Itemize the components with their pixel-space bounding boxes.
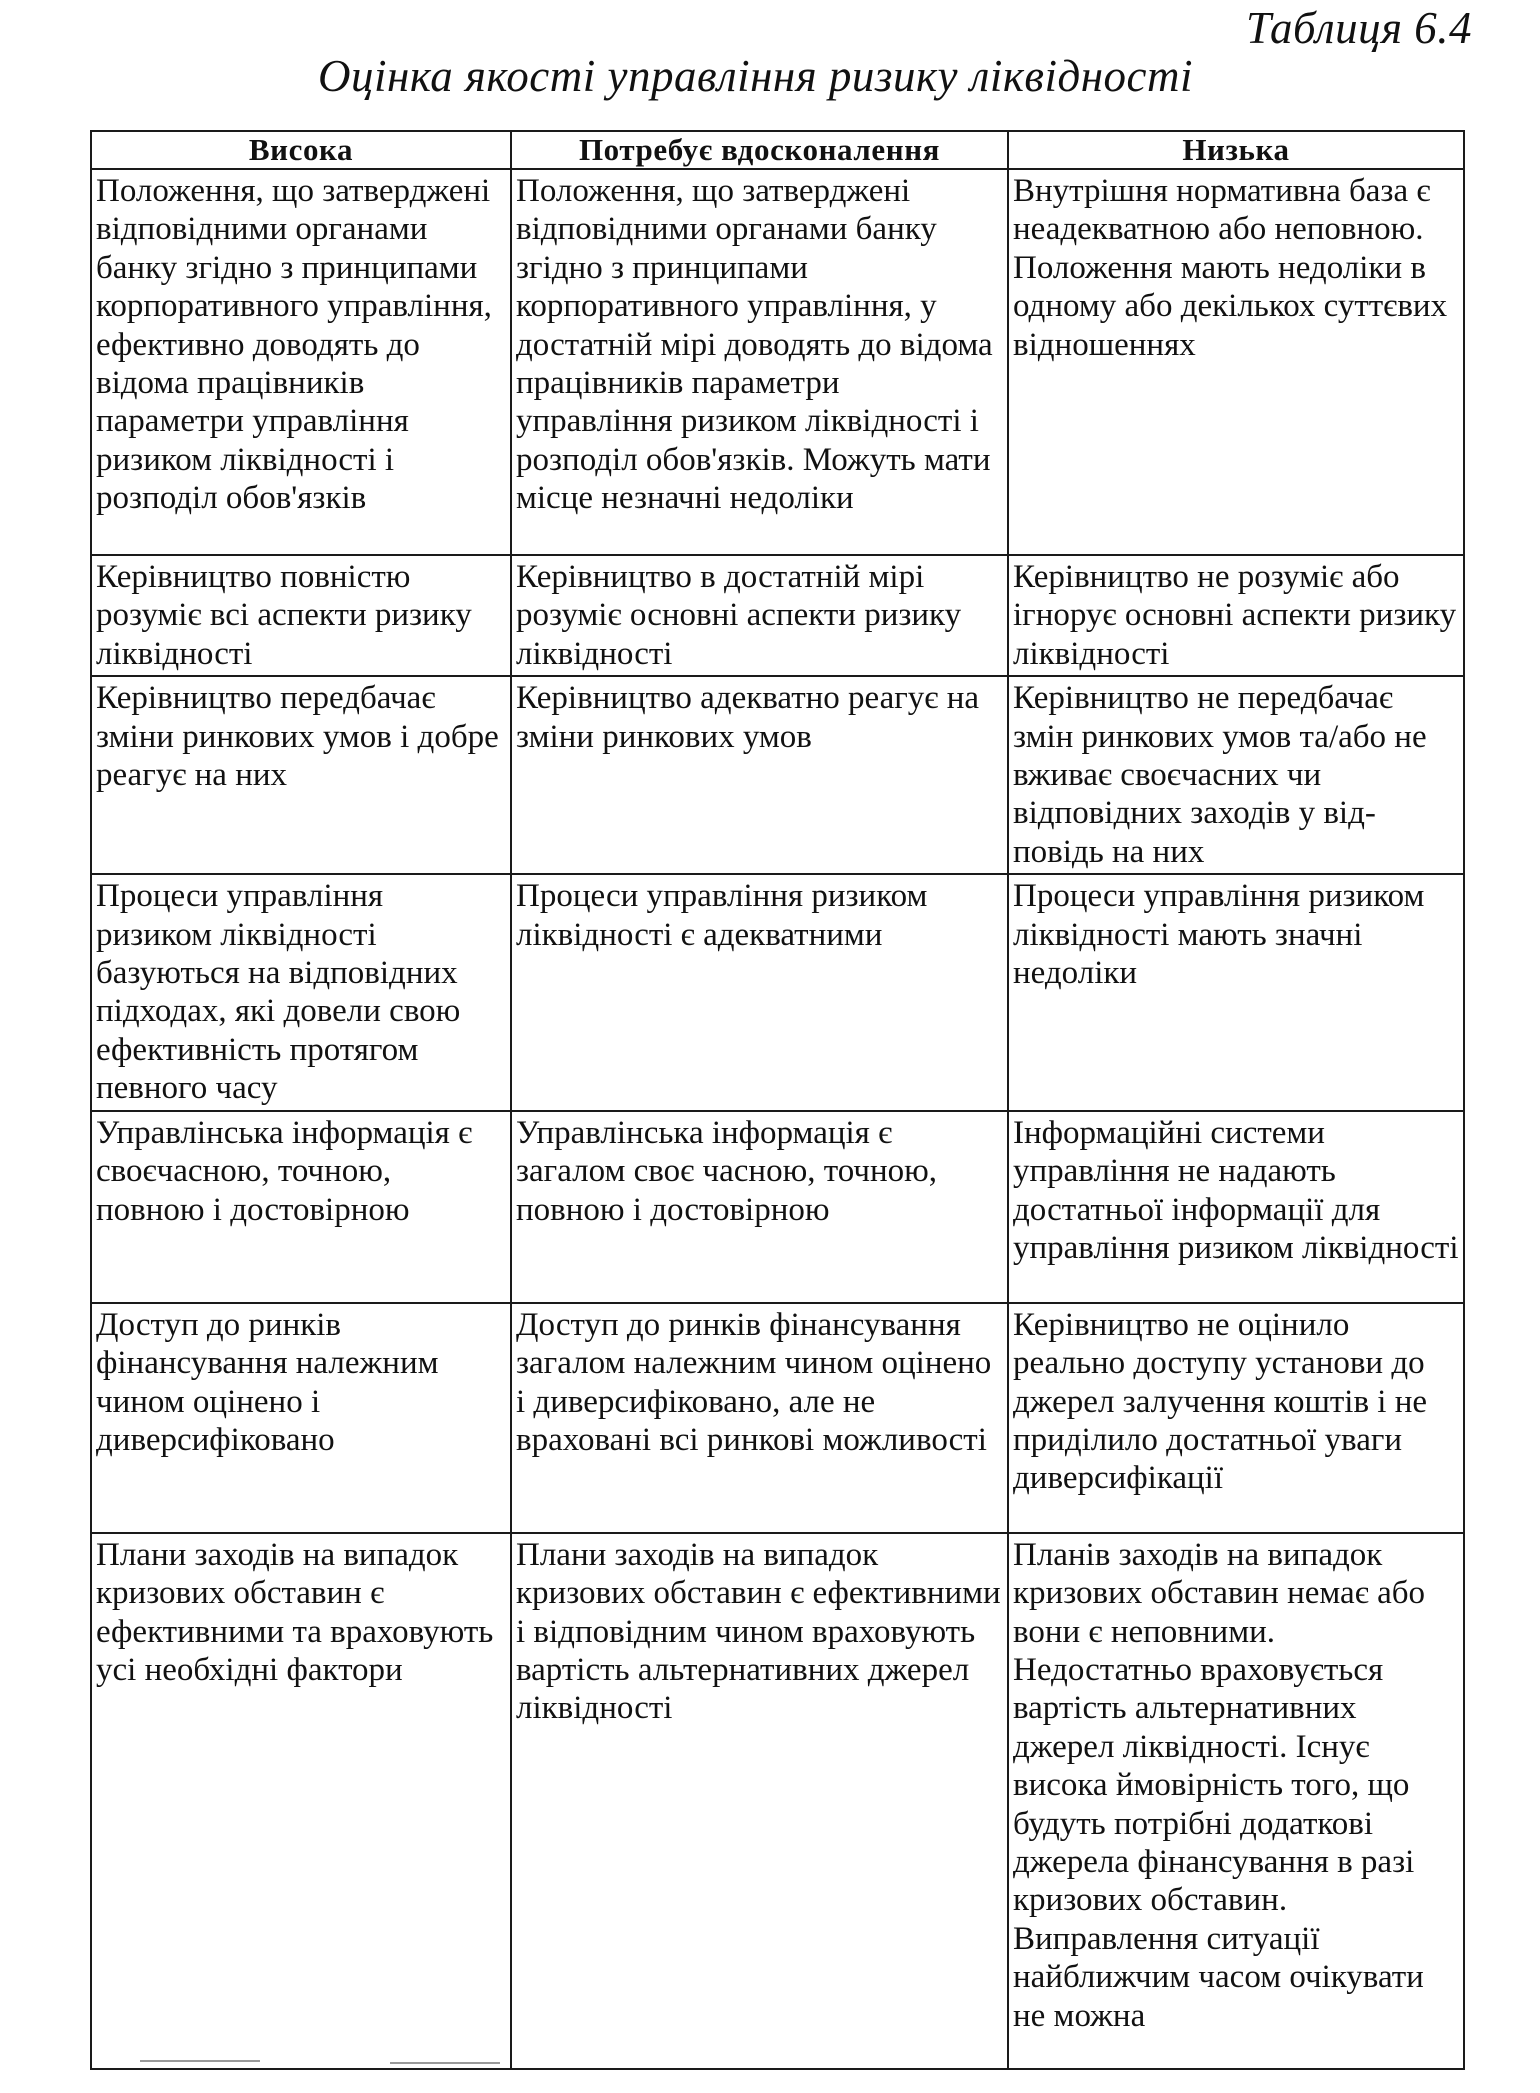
- cell-high: Положення, що затверджені відповідними органами банку згідно з принципами корпоративного управління, ефективно доводять до відома працівників параметри управління ризиком ліквідності і розподіл обов'язків: [91, 169, 511, 555]
- cell-needs-improvement: Керівництво в достатній мірі розуміє основні аспекти ризику ліквідності: [511, 555, 1008, 676]
- liquidity-risk-assessment-table: [90, 130, 1465, 2070]
- cell-needs-improvement: Процеси управління ризиком ліквідності є адекватними: [511, 874, 1008, 1110]
- cell-high: Доступ до ринків фінансування належним чином оцінено і диверсифіковано: [91, 1303, 511, 1533]
- header-high: Висока: [91, 131, 511, 169]
- cell-high: Управлінська інформація є своєчасною, точною, повною і достовірною: [91, 1111, 511, 1303]
- cell-low: Планів заходів на випадок кризових обставин немає або вони є неповними. Недостатньо враховується вартість альтернативних джерел ліквідності. Існує висока ймовірність того, що будуть потрібні додаткові джерела фінансування в разі кризових обставин. Виправлення ситуації найближчим часом очікувати не можна: [1008, 1533, 1464, 2069]
- cell-low: Керівництво не розуміє або ігнорує основні аспекти ризику ліквідності: [1008, 555, 1464, 676]
- cell-low: Керівництво не оцінило реально доступу установи до джерел залучення коштів і не приділило достатньої уваги диверсифікації: [1008, 1303, 1464, 1533]
- cell-low: Керівництво не передбачає змін ринкових умов та/або не вживає своєчасних чи відповідних заходів у від-повідь на них: [1008, 676, 1464, 874]
- header-low: Низька: [1008, 131, 1464, 169]
- cell-needs-improvement: Управлінська інформація є загалом своє часною, точною, повною і достовірною: [511, 1111, 1008, 1303]
- cell-low: Інформаційні системи управління не надають достатньої інформації для управління ризиком ліквідності: [1008, 1111, 1464, 1303]
- table-row: [91, 1303, 1464, 1533]
- cell-high: Плани заходів на випадок кризових обставин є ефективними та враховують усі необхідні фактори: [91, 1533, 511, 2069]
- table-row: [91, 1533, 1464, 2069]
- table-row: [91, 555, 1464, 676]
- cell-needs-improvement: Керівництво адекватно реагує на зміни ринкових умов: [511, 676, 1008, 874]
- cell-needs-improvement: Плани заходів на випадок кризових обставин є ефективними і відповідним чином враховують вартість альтернативних джерел ліквідності: [511, 1533, 1008, 2069]
- table-row: [91, 1111, 1464, 1303]
- header-needs-improvement: Потребує вдосконалення: [511, 131, 1008, 169]
- cell-needs-improvement: Доступ до ринків фінансування загалом належним чином оцінено і диверсифіковано, але не враховані всі ринкові можливості: [511, 1303, 1008, 1533]
- table-number: Таблиця 6.4: [1246, 3, 1472, 53]
- table-row: [91, 874, 1464, 1110]
- header-row: [91, 131, 1464, 169]
- cell-high: Керівництво повністю розуміє всі аспекти ризику ліквідності: [91, 555, 511, 676]
- cell-low: Процеси управління ризиком ліквідності мають значні недоліки: [1008, 874, 1464, 1110]
- table-row: [91, 676, 1464, 874]
- cell-high: Процеси управління ризиком ліквідності базуються на відповідних підходах, які довели свою ефективність протягом певного часу: [91, 874, 511, 1110]
- table-row: [91, 169, 1464, 555]
- cell-needs-improvement: Положення, що затверджені відповідними органами банку згідно з принципами корпоративного управління, у достатній мірі доводять до відома працівників параметри управління ризиком ліквідності і розподіл обов'язків. Можуть мати місце незначні недоліки: [511, 169, 1008, 555]
- cell-high: Керівництво передбачає зміни ринкових умов і добре реагує на них: [91, 676, 511, 874]
- scan-artifact-line: [140, 2060, 260, 2062]
- table-title: Оцінка якості управління ризику ліквідності: [318, 51, 1194, 101]
- cell-low: Внутрішня нормативна база є неадекватною або неповною. Положення мають недоліки в одному або декількох суттєвих відношеннях: [1008, 169, 1464, 555]
- scan-artifact-line: [390, 2062, 500, 2064]
